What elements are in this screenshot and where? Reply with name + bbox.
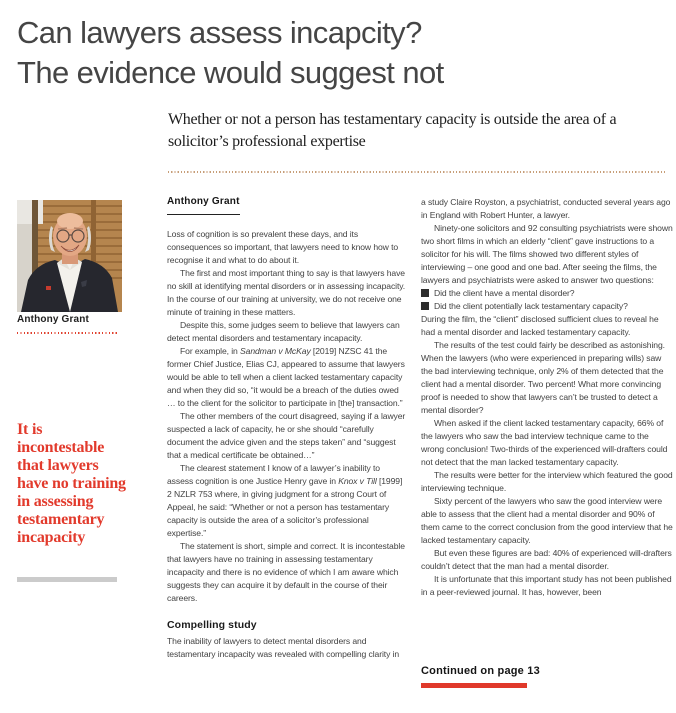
continued-red-bar: [421, 683, 527, 688]
paragraph: [167, 319, 408, 345]
paragraph: [167, 635, 408, 661]
column-1-body-after-subheading: [167, 635, 408, 661]
article-column-2: [421, 196, 673, 599]
author-photo: [17, 200, 122, 312]
paragraph: [167, 410, 408, 462]
paragraph: [421, 547, 673, 573]
text-segment: The other members of the court disagreed, saying if a lawyer suspected a lack of capacity, he or she should “carefully document the advice given and the steps taken” and “suggest that a medical certificate be obtained…”: [167, 411, 406, 460]
pull-quote-bar: [17, 577, 117, 582]
text-segment: Did the client potentially lack testamentary capacity?: [434, 301, 628, 311]
paragraph: [421, 417, 673, 469]
text-segment: Sixty percent of the lawyers who saw the good interview were able to assess that the client had a mental disorder and 90% of them came to the correct conclusion from the good interview that he lacked testamentary capacity.: [421, 496, 673, 545]
caption-dotted-rule: [17, 332, 117, 334]
text-segment: The statement is short, simple and correct. It is incontestable that lawyers have no training in assessing testamentary incapacity and there is no evidence of which I am aware which suggests they can acquire it by default in the course of their careers.: [167, 541, 405, 603]
text-segment: The clearest statement I know of a lawyer’s inability to assess cognition is one Justice Henry gave in: [167, 463, 380, 486]
paragraph: [167, 228, 408, 267]
bullet-item: [421, 287, 673, 300]
text-segment: During the film, the “client” disclosed sufficient clues to reveal he had a mental disorder and lacked testamentary capacity.: [421, 314, 659, 337]
paragraph: [167, 462, 408, 540]
text-segment: Loss of cognition is so prevalent these days, and its consequences so important, that lawyers need to know how to recognise it and what to do about it.: [167, 229, 399, 265]
text-segment: For example, in: [180, 346, 241, 356]
pull-quote: It is incontestable that lawyers have no training in assessing testamentary incapacity: [17, 421, 126, 546]
paragraph: [167, 267, 408, 319]
dotted-divider: [168, 171, 666, 173]
text-segment: [1999] 2 NZLR 753 where, in giving judgment for a strong Court of Appeal, he said: “Whether or not a person has testamentary capacity is outside the area of a solicitor’s professional expertise.”: [167, 476, 403, 538]
paragraph: [167, 345, 408, 410]
paragraph: [167, 540, 408, 605]
text-segment: a study Claire Royston, a psychiatrist, conducted several years ago in England with Robert Hunter, a lawyer.: [421, 197, 671, 220]
standfirst: Whether or not a person has testamentary capacity is outside the area of a solicitor’s professional expertise: [168, 111, 617, 150]
text-segment: [2019] NZSC 41 the former Chief Justice, Elias CJ, appeared to assume that lawyers would be able to tell when a client lacked testamentary capacity and when they did so, “it would be a breach of the duties owed … to the client for the solicitor to participate in [the] transaction.”: [167, 346, 405, 408]
paragraph: [421, 222, 673, 287]
paragraph: [421, 573, 673, 599]
article-title-line1: Can lawyers assess incapcity?: [17, 15, 422, 50]
text-segment: When asked if the client lacked testamentary capacity, 66% of the lawyers who saw the bad interview technique came to the wrong conclusion! Two-thirds of the experienced will-drafters could not detect that the man lacked testamentary capacity.: [421, 418, 668, 467]
case-name-italic: Knox v Till: [338, 476, 377, 486]
continued-on-page-label: Continued on page 13: [421, 665, 540, 677]
text-segment: But even these figures are bad: 40% of experienced will-drafters couldn’t detect that the man had a mental disorder.: [421, 548, 672, 571]
paragraph: [421, 495, 673, 547]
square-bullet-icon: [421, 302, 429, 310]
square-bullet-icon: [421, 289, 429, 297]
text-segment: Ninety-one solicitors and 92 consulting psychiatrists were shown two short films in which an elderly “client” gave instructions to a solicitor for his will. The films showed two different styles of interviewing – one good and one bad. After seeing the films, the lawyers and psychiatrists were asked to answer two questions:: [421, 223, 673, 285]
text-segment: The first and most important thing to say is that lawyers have no skill at identifying mental disorders or in assessing incapacity. In the course of our training at university, we do not receive one minute of training in these matters.: [167, 268, 406, 317]
text-segment: Despite this, some judges seem to believe that lawyers can detect mental disorders and testamentary incapacity.: [167, 320, 400, 343]
byline-wrap: [167, 195, 408, 215]
paragraph: [421, 313, 673, 339]
text-segment: The inability of lawyers to detect mental disorders and testamentary incapacity was revealed with compelling clarity in: [167, 636, 400, 659]
article-title: [17, 13, 444, 93]
byline: Anthony Grant: [167, 195, 240, 215]
article-title-line2: The evidence would suggest not: [17, 55, 444, 90]
column-1-body: [167, 228, 408, 605]
continuation-footer: [421, 665, 540, 688]
text-segment: Did the client have a mental disorder?: [434, 288, 575, 298]
bullet-item: [421, 300, 673, 313]
text-segment: The results were better for the interview which featured the good interviewing technique.: [421, 470, 673, 493]
text-segment: The results of the test could fairly be described as astonishing. When the lawyers (who were experienced in preparing wills) saw the bad interviewing technique, only 2% of them detected that the client had a mental disorder. Two percent! What more convincing proof is needed to show that lawyers can’t be trusted to detect a mental disorder?: [421, 340, 665, 415]
photo-caption: Anthony Grant: [17, 314, 89, 325]
text-segment: It is unfortunate that this important study has not been published in a peer-reviewed journal. It has, however, been: [421, 574, 672, 597]
paragraph: [421, 339, 673, 417]
case-name-italic: Sandman v McKay: [240, 346, 311, 356]
paragraph: [421, 196, 673, 222]
article-column-1: [167, 195, 408, 661]
column-2-body: [421, 196, 673, 599]
author-photo-illustration: [17, 200, 122, 312]
paragraph: [421, 469, 673, 495]
subheading-compelling-study: Compelling study: [167, 619, 257, 631]
